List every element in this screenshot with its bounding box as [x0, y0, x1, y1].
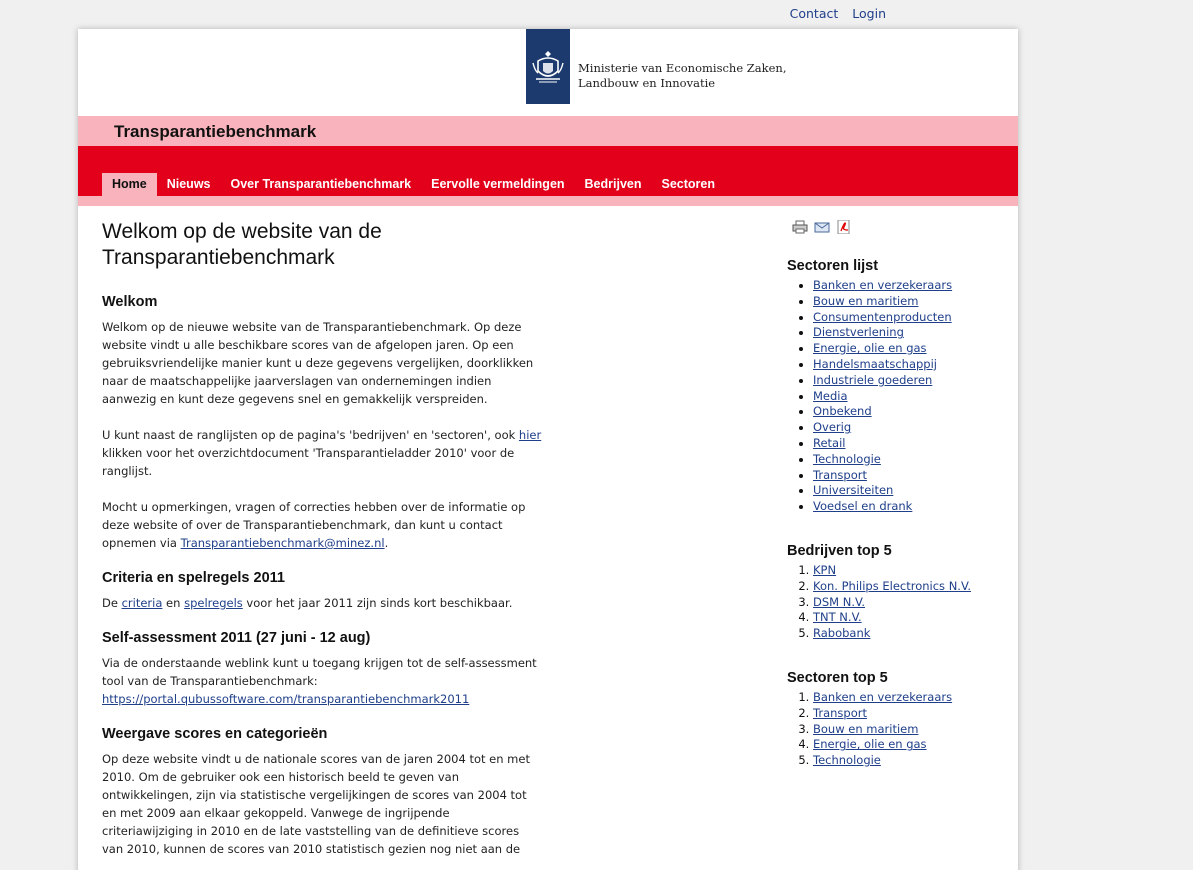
- sector-top-link[interactable]: Banken en verzekeraars: [813, 689, 953, 704]
- list-item: [813, 404, 1007, 420]
- nav-over[interactable]: Over Transparantiebenchmark: [230, 177, 412, 191]
- weergave-paragraph: Op deze website vindt u de nationale scores van de jaren 2004 tot en met 2010. Om de gebruiker ook een historisch beeld te geven van ontwikkelingen, zijn via statistische vergelijkingen de scores van 2004 tot en met 2009 aan elkaar gekoppeld. Vanwege de ingrijpende criteriawijziging in 2010 en de late vaststelling van de definitieve scores van 2010, kunnen de scores van 2010 statistisch gezien nog niet aan de: [102, 752, 530, 856]
- pdf-icon[interactable]: [836, 220, 852, 234]
- list-item: [813, 753, 1007, 769]
- sector-link[interactable]: Retail: [813, 435, 846, 450]
- list-item: [813, 563, 1007, 579]
- ministry-logo[interactable]: [526, 29, 570, 104]
- list-item: [813, 690, 1007, 706]
- sector-link[interactable]: Energie, olie en gas: [813, 341, 927, 356]
- welkom-paragraph-3: [102, 498, 542, 552]
- bedrijf-link[interactable]: DSM N.V.: [813, 594, 866, 609]
- sectoren-top5-title: Sectoren top 5: [787, 669, 888, 686]
- sectoren-lijst-title: Sectoren lijst: [787, 258, 879, 274]
- nav-sectoren[interactable]: Sectoren: [661, 177, 715, 191]
- text: De: [102, 596, 122, 610]
- list-item: [813, 278, 1007, 294]
- print-icon[interactable]: [792, 220, 808, 234]
- list-item: [813, 325, 1007, 341]
- welkom-heading: Welkom: [102, 294, 158, 310]
- list-item: [813, 483, 1007, 499]
- list-item: [813, 420, 1007, 436]
- sector-link[interactable]: Universiteiten: [813, 483, 894, 498]
- list-item: [813, 610, 1007, 626]
- sector-link[interactable]: Transport: [813, 467, 867, 482]
- nav-bedrijven[interactable]: Bedrijven: [584, 177, 642, 191]
- list-item: [813, 626, 1007, 642]
- nav-home[interactable]: Home: [102, 173, 157, 196]
- weergave-heading: Weergave scores en categorieën: [102, 726, 328, 742]
- list-item: [813, 373, 1007, 389]
- hier-link[interactable]: hier: [518, 428, 542, 442]
- list-item: [813, 468, 1007, 484]
- sector-top-link[interactable]: Bouw en maritiem: [813, 721, 919, 736]
- list-item: [813, 595, 1007, 611]
- list-item: [813, 722, 1007, 738]
- list-item: [813, 737, 1007, 753]
- page-title: Welkom op de website van de Transparantiebenchmark: [102, 220, 382, 269]
- sector-link[interactable]: Dienstverlening: [813, 325, 904, 340]
- list-item: [813, 341, 1007, 357]
- title-band: [78, 116, 1018, 146]
- list-item: [813, 452, 1007, 468]
- bedrijf-link[interactable]: Kon. Philips Electronics N.V.: [813, 578, 971, 593]
- ministry-line-2: Landbouw en Innovatie: [578, 76, 716, 90]
- sector-link[interactable]: Bouw en maritiem: [813, 293, 919, 308]
- nav-bar: [78, 146, 1018, 196]
- page-container: [78, 29, 1018, 870]
- self-assessment-link[interactable]: https://portal.qubussoftware.com/transparantiebenchmark2011: [102, 692, 470, 706]
- criteria-link[interactable]: criteria: [121, 596, 163, 610]
- top-utility-bar: [0, 0, 1193, 28]
- sector-link[interactable]: Consumentenproducten: [813, 309, 952, 324]
- text: Mocht u opmerkingen, vragen of correcties hebben over de informatie op deze website of over de Transparantiebenchmark, dan kunt u contact opnemen via: [102, 500, 526, 550]
- sector-link[interactable]: Industriele goederen: [813, 372, 933, 387]
- self-assessment-paragraph: [102, 654, 542, 708]
- sector-top-link[interactable]: Energie, olie en gas: [813, 737, 927, 752]
- header: [78, 29, 1018, 116]
- sector-top-link[interactable]: Transport: [813, 705, 867, 720]
- list-item: [813, 310, 1007, 326]
- list-item: [813, 357, 1007, 373]
- sidebar: [787, 258, 1007, 797]
- text: Via de onderstaande weblink kunt u toegang krijgen tot de self-assessment tool van de Transparantiebenchmark:: [102, 656, 537, 688]
- sector-link[interactable]: Onbekend: [813, 404, 872, 419]
- criteria-heading: Criteria en spelregels 2011: [102, 570, 285, 586]
- nav-nieuws[interactable]: Nieuws: [166, 177, 211, 191]
- list-item: [813, 294, 1007, 310]
- sector-link[interactable]: Voedsel en drank: [813, 499, 913, 514]
- ministry-line-1: Ministerie van Economische Zaken,: [578, 61, 787, 75]
- bedrijven-top5-title: Bedrijven top 5: [787, 542, 892, 559]
- text: .: [384, 536, 389, 550]
- sectoren-list: [787, 278, 1007, 515]
- page-tools: [792, 220, 852, 234]
- sector-link[interactable]: Overig: [813, 420, 852, 435]
- nav-underline: [78, 196, 1018, 206]
- sector-link[interactable]: Media: [813, 388, 848, 403]
- list-item: [813, 499, 1007, 515]
- bedrijf-link[interactable]: KPN: [813, 562, 837, 577]
- bedrijven-top5-list: [787, 563, 1007, 642]
- self-assessment-heading: Self-assessment 2011 (27 juni - 12 aug): [102, 630, 371, 646]
- sector-top-link[interactable]: Technologie: [813, 753, 881, 768]
- ministry-name: [578, 61, 786, 91]
- contact-link[interactable]: Contact: [789, 6, 839, 21]
- bedrijf-link[interactable]: Rabobank: [813, 626, 871, 641]
- text: voor het jaar 2011 zijn sinds kort beschikbaar.: [242, 596, 513, 610]
- welkom-paragraph-2: [102, 426, 542, 480]
- spelregels-link[interactable]: spelregels: [184, 596, 243, 610]
- list-item: [813, 436, 1007, 452]
- welkom-paragraph-1: Welkom op de nieuwe website van de Transparantiebenchmark. Op deze website vindt u alle beschikbare scores van de afgelopen jaren. Op een gebruiksvriendelijke manier kunt u deze gegevens vergelijken, doorklikken naar de maatschappelijke jaarverslagen van ondernemingen indien aanwezig en kunt deze gegevens snel en gemakkelijk verspreiden.: [102, 320, 534, 406]
- list-item: [813, 706, 1007, 722]
- text: U kunt naast de ranglijsten op de pagina's 'bedrijven' en 'sectoren', ook: [102, 428, 519, 442]
- text: en: [162, 596, 185, 610]
- sector-link[interactable]: Handelsmaatschappij: [813, 356, 937, 371]
- login-link[interactable]: Login: [852, 6, 886, 21]
- sector-link[interactable]: Banken en verzekeraars: [813, 278, 953, 292]
- bedrijf-link[interactable]: TNT N.V.: [813, 610, 862, 625]
- sector-link[interactable]: Technologie: [813, 451, 881, 466]
- nav-eervolle-vermeldingen[interactable]: Eervolle vermeldingen: [431, 177, 565, 191]
- coat-of-arms-icon: [530, 47, 566, 87]
- list-item: [813, 579, 1007, 595]
- main-nav: [102, 173, 725, 196]
- main-content: [102, 219, 542, 870]
- utility-links: [790, 6, 886, 21]
- site-title: Transparantiebenchmark: [114, 122, 317, 141]
- text: klikken voor het overzichtdocument 'Transparantieladder 2010' voor de ranglijst.: [102, 446, 515, 478]
- list-item: [813, 389, 1007, 405]
- email-icon[interactable]: [814, 220, 830, 234]
- criteria-paragraph: [102, 594, 542, 612]
- sectoren-top5-list: [787, 690, 1007, 769]
- email-link[interactable]: Transparantiebenchmark@minez.nl: [180, 536, 385, 550]
